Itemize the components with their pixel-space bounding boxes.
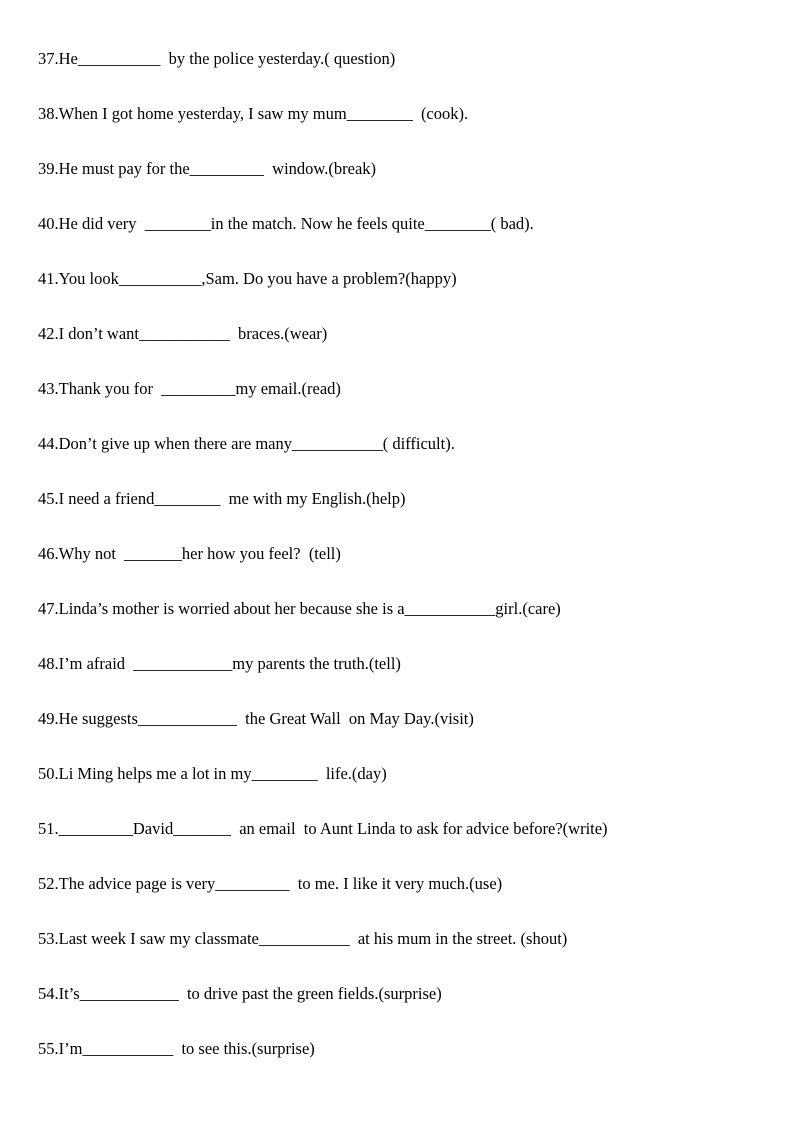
question-40: 40.He did very ________in the match. Now he feels quite________( bad).: [38, 214, 534, 233]
question-51: 51._________David_______ an email to Aunt Linda to ask for advice before?(write): [38, 819, 608, 838]
question-list: [38, 47, 608, 1092]
question-55: 55.I’m___________ to see this.(surprise): [38, 1039, 315, 1058]
question-43: 43.Thank you for _________my email.(read): [38, 379, 341, 398]
question-50: 50.Li Ming helps me a lot in my________ life.(day): [38, 764, 387, 783]
question-45: 45.I need a friend________ me with my English.(help): [38, 489, 406, 508]
question-48: 48.I’m afraid ____________my parents the truth.(tell): [38, 654, 401, 673]
question-39: 39.He must pay for the_________ window.(break): [38, 159, 377, 178]
question-44: 44.Don’t give up when there are many___________( difficult).: [38, 434, 455, 453]
question-46: 46.Why not _______her how you feel? (tell): [38, 544, 341, 563]
question-53: 53.Last week I saw my classmate___________ at his mum in the street. (shout): [38, 929, 568, 948]
question-42: 42.I don’t want___________ braces.(wear): [38, 324, 328, 343]
question-49: 49.He suggests____________ the Great Wall on May Day.(visit): [38, 709, 474, 728]
question-54: 54.It’s____________ to drive past the green fields.(surprise): [38, 984, 442, 1003]
question-47: 47.Linda’s mother is worried about her because she is a___________girl.(care): [38, 599, 561, 618]
question-38: 38.When I got home yesterday, I saw my mum________ (cook).: [38, 104, 469, 123]
question-37: 37.He__________ by the police yesterday.( question): [38, 49, 396, 68]
question-52: 52.The advice page is very_________ to me. I like it very much.(use): [38, 874, 503, 893]
question-41: 41.You look__________,Sam. Do you have a problem?(happy): [38, 269, 457, 288]
